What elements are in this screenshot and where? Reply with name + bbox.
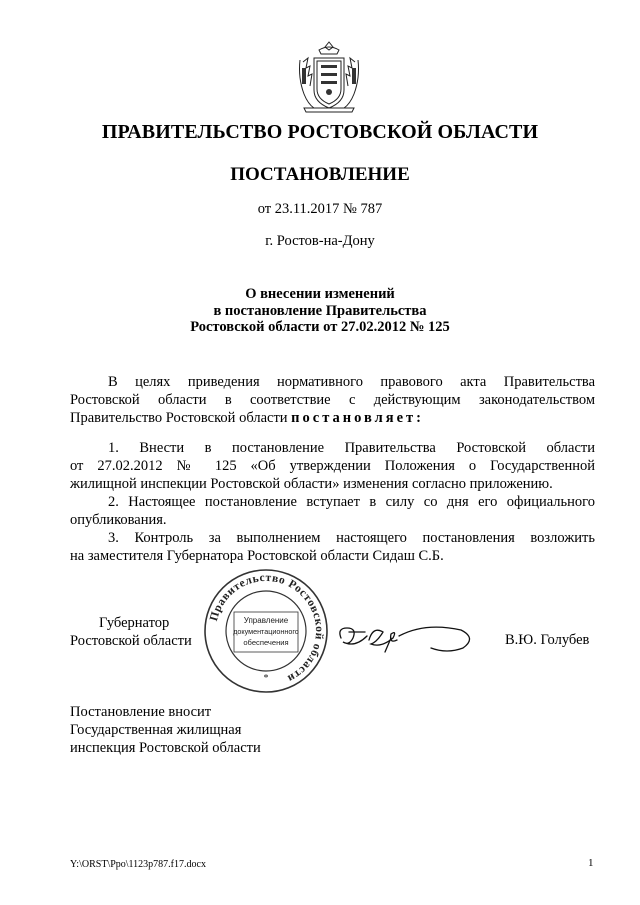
submitted-by-note (70, 703, 261, 757)
items-section (70, 439, 595, 565)
preamble-text: Правительство Ростовской области (70, 410, 292, 426)
stamp-inner-line: обеспечения (243, 638, 289, 647)
item-3-line: на заместителя Губернатора Ростовской области Сидаш С.Б. (70, 548, 444, 564)
organization-title: ПРАВИТЕЛЬСТВО РОСТОВСКОЙ ОБЛАСТИ (101, 121, 539, 143)
coat-of-arms-emblem (294, 38, 364, 116)
signatory-role-line: Ростовской области (70, 633, 192, 649)
official-stamp (203, 568, 329, 694)
document-date-number: от 23.11.2017 № 787 (257, 201, 383, 217)
subject-line: в постановление Правительства (213, 302, 427, 319)
item-2-line: опубликования. (70, 512, 167, 528)
footer-file-path: Y:\ORST\Ppo\1123p787.f17.docx (70, 859, 206, 870)
subject-line: Ростовской области от 27.02.2012 № 125 (190, 319, 450, 335)
signatory-name: В.Ю. Голубев (505, 632, 590, 648)
page-number: 1 (588, 857, 594, 869)
item-1-line: 1. Внести в постановление Правительства Ростовской области (108, 440, 595, 456)
preamble-line: Ростовской области в соответствие с действующим законодательством (70, 392, 595, 408)
note-line: Постановление вносит (70, 704, 212, 720)
stamp-ring-text: Правительство Ростовской области (208, 571, 326, 685)
item-1-line: жилищной инспекции Ростовской области» изменения согласно приложению. (70, 476, 553, 492)
preamble-line: В целях приведения нормативного правового акта Правительства (108, 374, 595, 390)
item-2-line: 2. Настоящее постановление вступает в силу со дня его официального (108, 494, 595, 510)
preamble-line (70, 409, 595, 427)
note-line: Государственная жилищная (70, 722, 242, 738)
preamble-paragraph (70, 373, 595, 427)
item-3-line: 3. Контроль за выполнением настоящего постановления возложить (108, 530, 595, 546)
document-city: г. Ростов-на-Дону (265, 233, 375, 249)
signatory-role-line: Губернатор (99, 615, 170, 631)
handwritten-signature (335, 618, 485, 658)
resolves-word: постановляет: (291, 410, 425, 426)
stamp-inner-line: Управление (243, 616, 289, 625)
item-1-line: от 27.02.2012 № 125 «Об утверждении Положения о Государственной (70, 458, 595, 474)
document-type-title: ПОСТАНОВЛЕНИЕ (230, 164, 410, 185)
note-line: инспекция Ростовской области (70, 740, 261, 756)
subject-line: О внесении изменений (245, 286, 395, 302)
signatory-role (70, 614, 192, 650)
document-subject (0, 286, 640, 336)
stamp-star-icon: * (263, 673, 269, 684)
stamp-inner-line: документационного (233, 627, 299, 636)
